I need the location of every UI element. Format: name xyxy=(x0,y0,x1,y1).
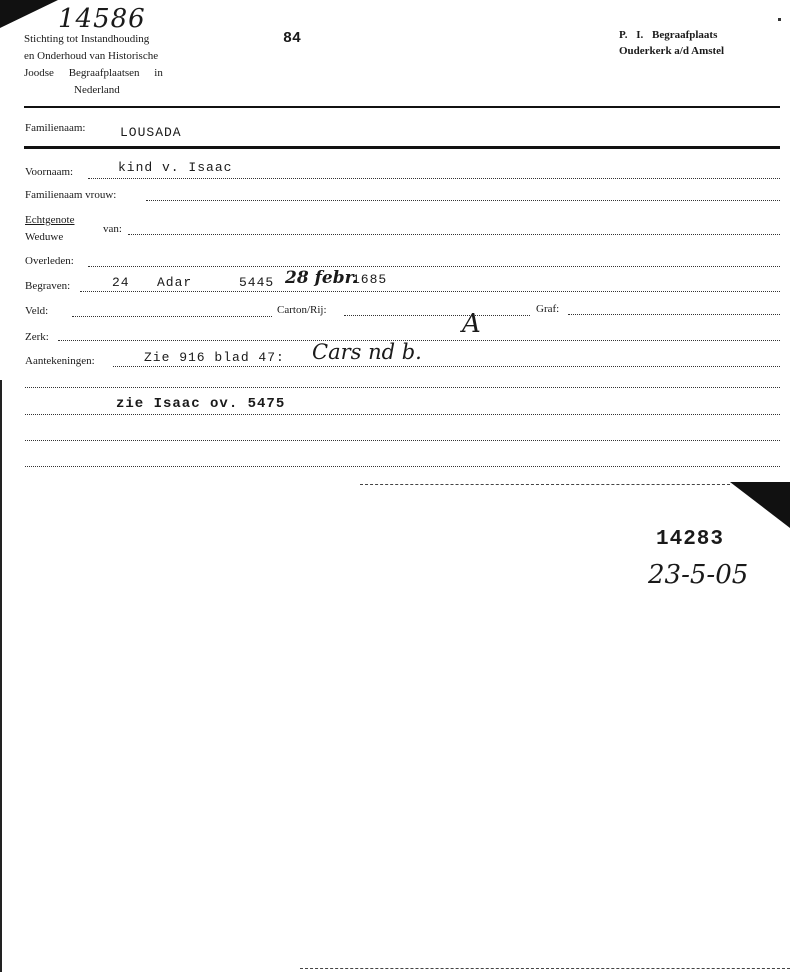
aantekeningen-value: Zie 916 blad 47: xyxy=(144,350,285,365)
carton-label: Carton/Rij: xyxy=(277,304,327,316)
handwritten-id: 14586 xyxy=(58,4,146,34)
begraven-handwritten-date: 28 febr. xyxy=(285,268,358,288)
corner-mark-right xyxy=(730,482,790,530)
org-line-2: en Onderhoud van Historische xyxy=(24,50,159,62)
note-dotline-1 xyxy=(25,387,780,388)
voornaam-value: kind v. Isaac xyxy=(118,160,233,175)
begraven-label: Begraven: xyxy=(25,280,71,292)
page-number: 84 xyxy=(283,30,302,47)
aantekeningen-dotline xyxy=(113,366,780,367)
aantekeningen-handwritten: Cars nd b. xyxy=(312,340,422,364)
stamp-number: 14283 xyxy=(656,528,725,551)
begraven-gregorian-year: 1685 xyxy=(352,272,388,287)
begraven-year: 5445 xyxy=(239,275,275,290)
carton-dotline xyxy=(344,315,530,316)
begraven-dotline xyxy=(80,291,780,292)
van-dotline xyxy=(128,234,780,235)
echtgenote-label: Echtgenote xyxy=(25,214,75,226)
org-line-3: Joodse Begraafplaatsen in xyxy=(24,67,163,79)
graf-dotline xyxy=(568,314,780,315)
begraven-month: Adar xyxy=(157,275,193,290)
rule-bottom-thick xyxy=(24,146,780,149)
cemetery-block xyxy=(619,27,724,59)
familienaam-label: Familienaam: xyxy=(25,122,86,134)
veld-dotline xyxy=(72,316,272,317)
cemetery-line-2: Ouderkerk a/d Amstel xyxy=(619,45,725,57)
voornaam-dotline xyxy=(88,178,780,179)
overleden-label: Overleden: xyxy=(25,255,74,267)
aantekeningen-label: Aantekeningen: xyxy=(25,355,95,367)
van-label: van: xyxy=(103,223,122,235)
org-line-1: Stichting tot Instandhouding xyxy=(24,33,150,45)
bottom-edge-line xyxy=(300,968,790,969)
voornaam-label: Voornaam: xyxy=(25,166,74,178)
speck-mark xyxy=(778,18,781,21)
cut-line xyxy=(360,484,730,485)
familienaam-value: LOUSADA xyxy=(120,125,182,140)
familienaam-vrouw-label: Familienaam vrouw: xyxy=(25,189,117,201)
cemetery-line-1: P. I. Begraafplaats xyxy=(619,29,718,41)
note-line: zie Isaac ov. 5475 xyxy=(116,396,286,412)
org-line-4: Nederland xyxy=(74,84,120,96)
zerk-label: Zerk: xyxy=(25,331,49,343)
veld-label: Veld: xyxy=(25,305,49,317)
graf-label: Graf: xyxy=(536,303,560,315)
weduwe-label: Weduwe xyxy=(25,231,64,243)
handwritten-date: 23-5-05 xyxy=(648,560,749,590)
note-dotline-3 xyxy=(25,440,780,441)
left-margin-line xyxy=(0,380,2,972)
note-dotline-4 xyxy=(25,466,780,467)
organization-block xyxy=(24,31,163,99)
rule-top xyxy=(24,106,780,108)
note-dotline-2 xyxy=(25,414,780,415)
corner-mark-top-left xyxy=(0,0,60,30)
begraven-day: 24 xyxy=(112,275,130,290)
overleden-dotline xyxy=(88,266,780,267)
handwritten-a: A xyxy=(462,309,481,339)
familienaam-vrouw-dotline xyxy=(146,200,780,201)
